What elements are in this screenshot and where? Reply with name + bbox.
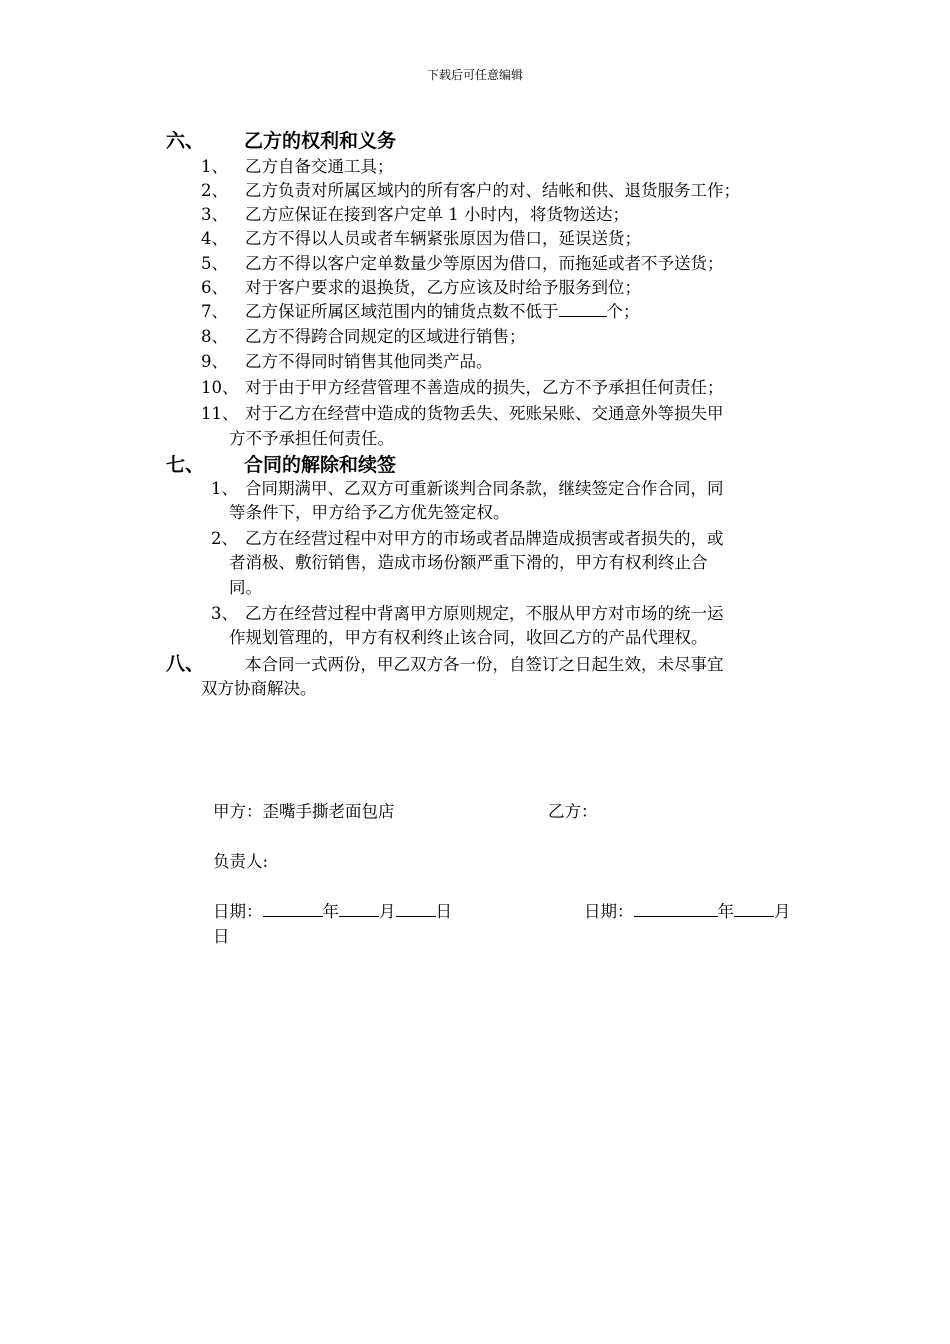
section-8-text-continuation: 双方协商解决。: [201, 679, 317, 698]
list-item: 乙方应保证在接到客户定单 1 小时内，将货物送达；: [245, 205, 629, 224]
list-item: 乙方不得以人员或者车辆紧张原因为借口，延误送货；: [245, 229, 641, 248]
party-b-date: [584, 898, 791, 922]
responsible-person-label: 负责人:: [213, 852, 269, 871]
list-item-text: 乙方保证所属区域范围内的铺货点数不低于: [245, 302, 559, 321]
list-item: 乙方不得同时销售其他同类产品。: [245, 352, 493, 371]
list-item: 乙方不得跨合同规定的区域进行销售；: [245, 327, 526, 346]
date-label: 日期：: [213, 902, 263, 921]
list-item: 合同期满甲、乙双方可重新谈判合同条款，继续签定合作合同，同: [245, 479, 724, 498]
list-item: 乙方自备交通工具；: [245, 157, 394, 176]
month-blank: [339, 902, 379, 917]
list-item: [245, 298, 640, 322]
item-number: 3、: [201, 205, 228, 224]
party-a-date: [213, 898, 452, 922]
list-item: 对于乙方在经营中造成的货物丢失、死账呆账、交通意外等损失甲: [245, 404, 724, 423]
year-label: 年: [717, 902, 734, 921]
list-item: 对于由于甲方经营管理不善造成的损失，乙方不予承担任何责任；: [245, 378, 724, 397]
item-number: 11、: [201, 404, 239, 423]
month-blank: [734, 902, 774, 917]
section-8-text: 本合同一式两份，甲乙双方各一份，自签订之日起生效，未尽事宜: [245, 655, 724, 674]
section-7-title: 合同的解除和续签: [244, 454, 397, 476]
list-item-text: 个；: [606, 302, 640, 321]
list-item-continuation: 者消极、敷衍销售，造成市场份额严重下滑的，甲方有权利终止合: [229, 553, 708, 572]
list-item: 对于客户要求的退换货，乙方应该及时给予服务到位；: [245, 278, 641, 297]
item-number: 1、: [201, 157, 228, 176]
item-number: 3、: [211, 604, 238, 623]
fill-in-blank: [559, 302, 607, 317]
item-number: 7、: [201, 302, 228, 321]
list-item: 乙方不得以客户定单数量少等原因为借口，而拖延或者不予送货；: [245, 254, 724, 273]
list-item: 乙方负责对所属区域内的所有客户的对、结帐和供、退货服务工作；: [245, 181, 740, 200]
month-label: 月: [379, 902, 396, 921]
item-number: 5、: [201, 254, 228, 273]
year-blank: [263, 902, 323, 917]
day-blank: [396, 902, 436, 917]
party-a-label: 甲方：歪嘴手撕老面包店: [213, 802, 395, 821]
item-number: 10、: [201, 378, 239, 397]
item-number: 2、: [201, 181, 228, 200]
list-item-continuation: 等条件下，甲方给予乙方优先签定权。: [229, 503, 510, 522]
party-b-day-label: 日: [213, 927, 230, 946]
section-6-number: 六、: [166, 130, 205, 152]
item-number: 4、: [201, 229, 228, 248]
date-label: 日期：: [584, 902, 634, 921]
section-8-number: 八、: [166, 653, 205, 675]
list-item: 乙方在经营过程中对甲方的市场或者品牌造成损害或者损失的，或: [245, 529, 724, 548]
list-item-continuation: 同。: [229, 578, 262, 597]
page-header: 下载后可任意编辑: [426, 68, 523, 82]
item-number: 2、: [211, 529, 238, 548]
month-label: 月: [774, 902, 791, 921]
section-7-number: 七、: [166, 454, 205, 476]
item-number: 8、: [201, 327, 228, 346]
item-number: 6、: [201, 278, 228, 297]
year-label: 年: [322, 902, 339, 921]
list-item-continuation: 方不予承担任何责任。: [229, 429, 394, 448]
list-item-continuation: 作规划管理的，甲方有权利终止该合同，收回乙方的产品代理权。: [229, 628, 708, 647]
section-6-title: 乙方的权利和义务: [244, 130, 397, 152]
year-blank: [634, 902, 718, 917]
list-item: 乙方在经营过程中背离甲方原则规定，不服从甲方对市场的统一运: [245, 604, 724, 623]
day-label: 日: [435, 902, 452, 921]
party-b-label: 乙方：: [548, 802, 598, 821]
item-number: 9、: [201, 352, 228, 371]
item-number: 1、: [211, 479, 238, 498]
